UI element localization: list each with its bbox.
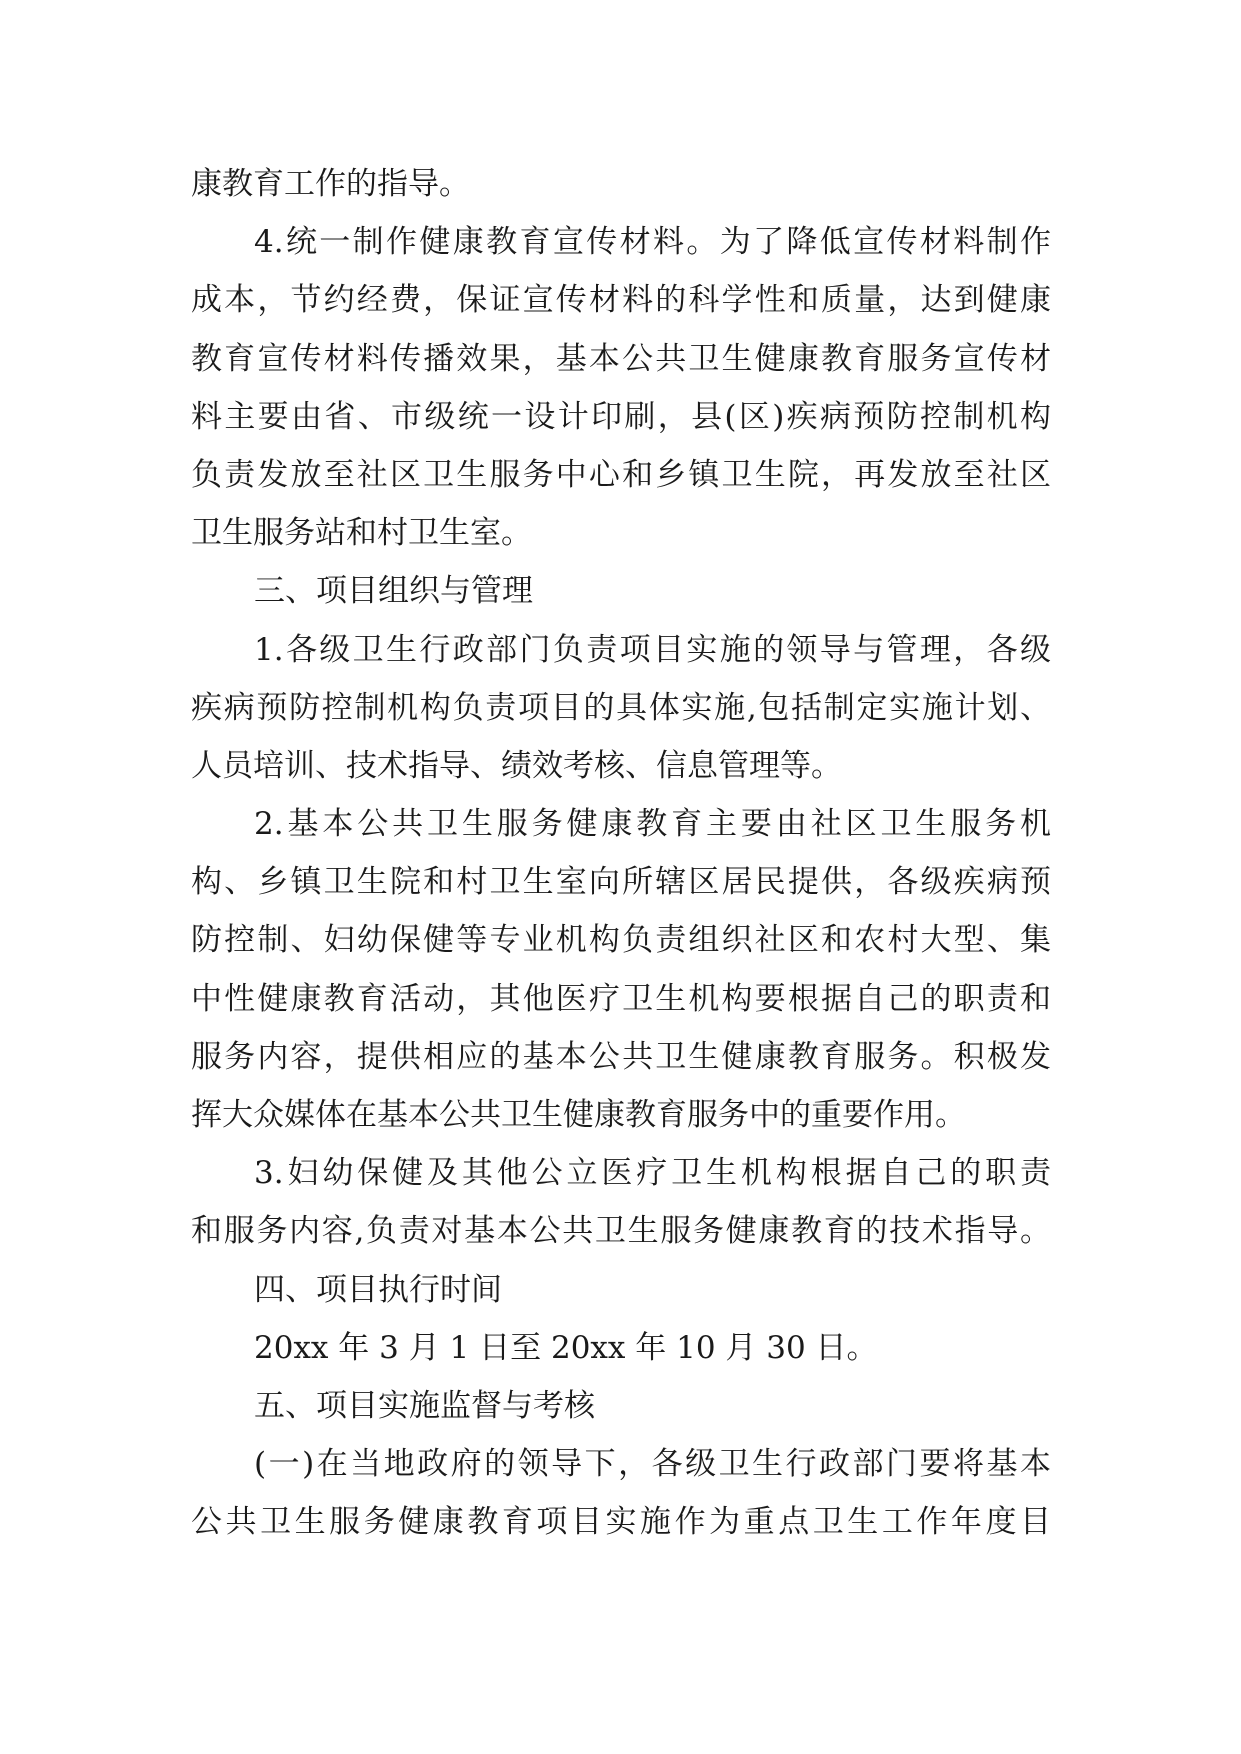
text-line: 疾病预防控制机构负责项目的具体实施,包括制定实施计划、 — [191, 689, 1051, 726]
text-line: 康教育工作的指导。 — [191, 166, 470, 202]
text-line: 1.各级卫生行政部门负责项目实施的领导与管理，各级 — [254, 631, 1051, 668]
text-line: 人员培训、技术指导、绩效考核、信息管理等。 — [191, 747, 842, 784]
text-line: 公共卫生服务健康教育项目实施作为重点卫生工作年度目 — [191, 1504, 1051, 1541]
text-line: 四、项目执行时间 — [254, 1271, 502, 1308]
text-line: 五、项目实施监督与考核 — [254, 1387, 595, 1424]
text-line: 负责发放至社区卫生服务中心和乡镇卫生院，再发放至社区 — [191, 456, 1051, 493]
text-line: 教育宣传材料传播效果，基本公共卫生健康教育服务宣传材 — [191, 340, 1051, 377]
text-line: 服务内容，提供相应的基本公共卫生健康教育服务。积极发 — [191, 1038, 1051, 1075]
text-line: 挥大众媒体在基本公共卫生健康教育服务中的重要作用。 — [191, 1097, 966, 1133]
text-line: 卫生服务站和村卫生室。 — [191, 515, 532, 552]
document-body — [191, 155, 1051, 1552]
text-line: (一)在当地政府的领导下，各级卫生行政部门要将基本 — [254, 1446, 1051, 1483]
text-line: 20xx 年 3 月 1 日至 20xx 年 10 月 30 日。 — [254, 1329, 878, 1366]
text-line: 三、项目组织与管理 — [254, 573, 533, 610]
text-line: 构、乡镇卫生院和村卫生室向所辖区居民提供，各级疾病预 — [191, 864, 1051, 901]
text-line: 防控制、妇幼保健等专业机构负责组织社区和农村大型、集 — [191, 922, 1051, 959]
text-line: 中性健康教育活动，其他医疗卫生机构要根据自己的职责和 — [191, 980, 1051, 1017]
text-line: 料主要由省、市级统一设计印刷，县(区)疾病预防控制机构 — [191, 398, 1051, 435]
text-line: 和服务内容,负责对基本公共卫生服务健康教育的技术指导。 — [191, 1213, 1051, 1250]
text-line: 4.统一制作健康教育宣传材料。为了降低宣传材料制作 — [254, 224, 1051, 261]
text-line: 2.基本公共卫生服务健康教育主要由社区卫生服务机 — [254, 806, 1051, 843]
text-line: 成本，节约经费，保证宣传材料的科学性和质量，达到健康 — [191, 282, 1051, 319]
text-line: 3.妇幼保健及其他公立医疗卫生机构根据自己的职责 — [254, 1155, 1051, 1192]
